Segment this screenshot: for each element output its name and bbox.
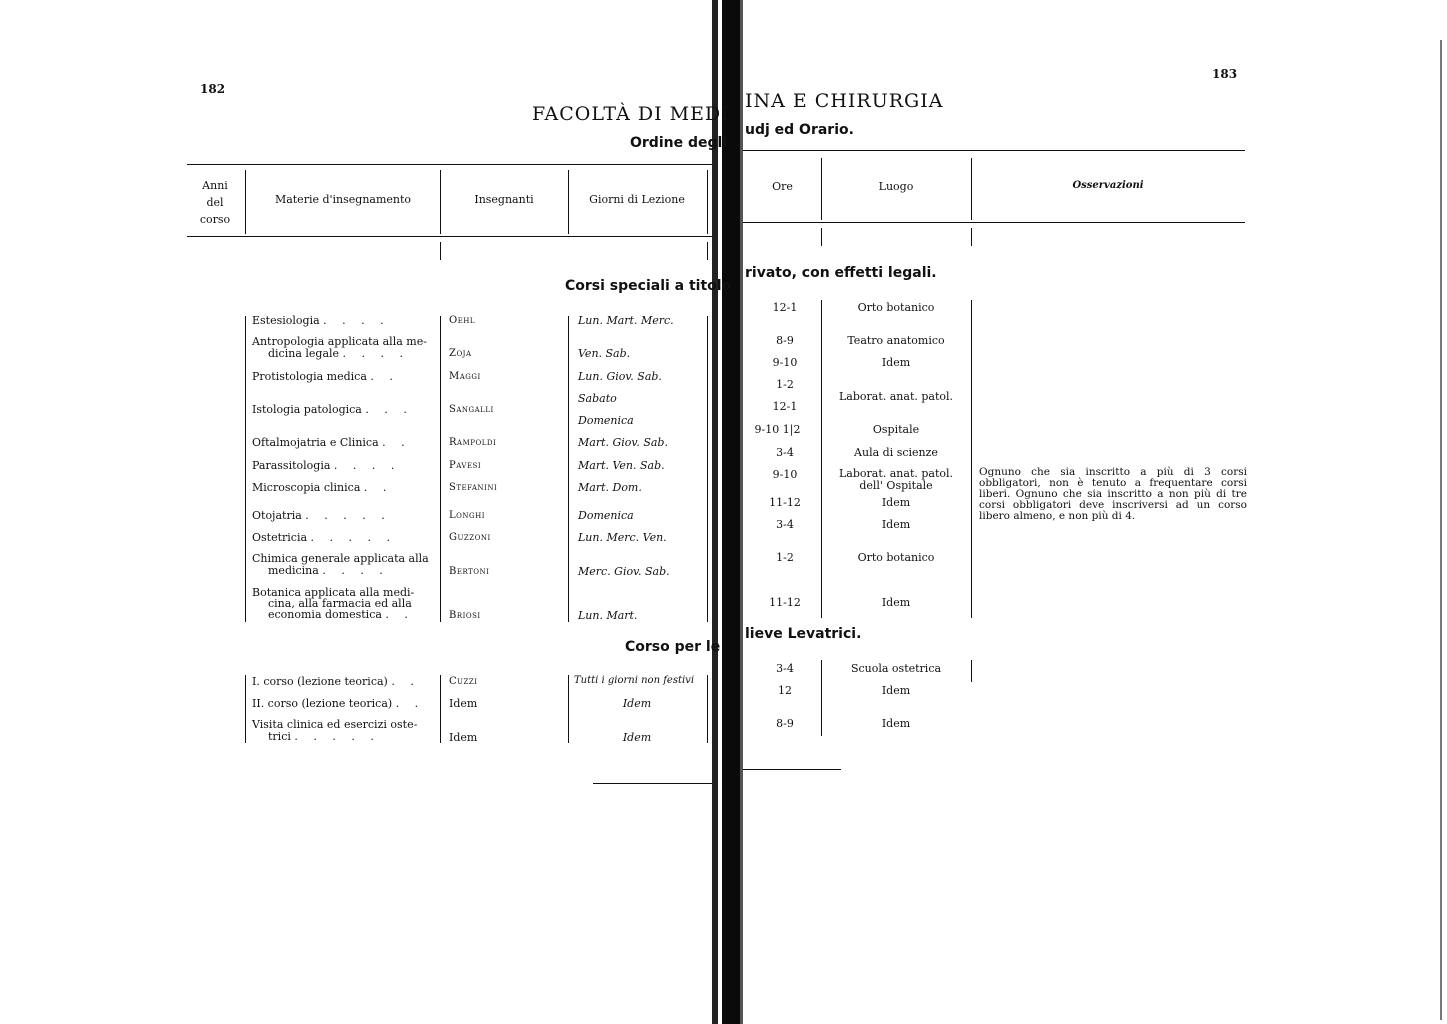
course-insegnante: Zoja [449,348,472,359]
midwife-luogo: Idem [881,717,911,730]
midwife-ore: 12 [778,684,792,697]
course-materia-line: economia domestica [268,608,382,621]
course-luogo [822,468,970,492]
column-tick [440,242,441,260]
midwife-ore: 3-4 [776,662,794,675]
course-ore: 12-1 [772,301,798,314]
header-divider [707,170,708,234]
column-line [568,316,569,622]
column-line [971,660,972,682]
section-heading-right: rivato, con effetti legali. [745,265,937,281]
course-materia: Istologia patologica . . . [252,403,413,416]
column-line [821,300,822,618]
table-end-rule-right [743,769,841,770]
course-materia-line: dicina legale [268,347,340,360]
course-luogo: Orto botanico [857,301,935,314]
column-line [440,675,441,743]
header-luogo: Luogo [878,180,914,193]
header-anni-line: corso [199,213,231,226]
course-materia: Botanica applicata alla medi- cina, alla farmacia ed alla economia domestica . . [252,586,415,621]
page-title-left: FACOLTÀ DI MEDI [532,103,730,125]
midwife-materia-line: Visita clinica ed esercizi oste- [252,718,418,731]
course-insegnante: Maggi [449,371,481,382]
midwife-materia-text: I. corso (lezione teorica) [252,675,388,688]
header-bottom-rule-left [187,236,712,237]
binding-fold-edge [740,0,743,1024]
course-ore: 1-2 [776,378,794,391]
section-heading-right: lieve Levatrici. [745,626,862,642]
course-materia-text: Microscopia clinica [252,481,361,494]
header-anni-line: Anni [202,179,228,192]
course-giorni: Lun. Mart. [578,609,638,622]
midwife-luogo: Scuola ostetrica [850,662,942,675]
course-luogo: Idem [881,356,911,369]
page-number-left: 182 [200,82,226,96]
course-giorni: Ven. Sab. [578,347,631,360]
course-materia-text: Otojatria [252,509,302,522]
course-insegnante: Stefanini [449,482,498,493]
course-materia: Estesiologia . . . . [252,314,390,327]
midwife-insegnante: Cuzzi [449,676,478,687]
course-ore: 9-10 [772,356,798,369]
course-materia-text: Istologia patologica [252,403,362,416]
page-number-right: 183 [1212,67,1238,81]
course-ore: 11-12 [769,596,801,609]
header-insegnanti: Insegnanti [474,193,534,206]
header-materie: Materie d'insegnamento [274,193,412,206]
course-giorni: Lun. Merc. Ven. [578,531,667,544]
midwife-luogo: Idem [881,684,911,697]
course-giorni: Lun. Mart. Merc. [578,314,674,327]
course-materia-text: Protistologia medica [252,370,367,383]
course-materia-line: medicina [268,564,319,577]
course-materia: Microscopia clinica . . [252,481,393,494]
course-ore: 8-9 [776,334,794,347]
column-line [245,675,246,743]
header-bottom-rule-right [743,222,1245,223]
course-ore: 9-10 [772,468,798,481]
midwife-insegnante: Idem [449,731,478,744]
course-insegnante: Rampoldi [449,437,497,448]
course-luogo: Ospitale [872,423,920,436]
course-ore: 11-12 [769,496,801,509]
course-luogo: Idem [881,496,911,509]
header-divider [245,170,246,234]
column-tick [971,228,972,246]
course-giorni: Domenica [578,509,634,522]
column-line [707,675,708,743]
section-heading-left: Corsi speciali a titolo [565,278,732,294]
course-insegnante: Sangalli [449,404,494,415]
header-giorni: Giorni di Lezione [589,193,685,206]
binding-fold [712,0,718,1024]
midwife-materia: I. corso (lezione teorica) . . [252,675,420,688]
header-ore: Ore [772,180,793,193]
course-materia: Otojatria . . . . . [252,509,391,522]
midwife-materia: Visita clinica ed esercizi oste- trici . . . . . [252,718,418,743]
course-materia-line: Antropologia applicata alla me- [252,335,427,348]
course-ore: 3-4 [776,518,794,531]
header-anni-line: del [206,196,224,209]
midwife-materia-text: II. corso (lezione teorica) [252,697,393,710]
course-materia-text: Oftalmojatria e Clinica [252,436,379,449]
course-materia-line: Chimica generale applicata alla [252,552,429,565]
header-top-rule-left [187,164,712,165]
midwife-giorni: Idem [622,697,652,710]
course-giorni: Sabato [578,392,617,405]
course-ore: 12-1 [772,400,798,413]
course-ore: 1-2 [776,551,794,564]
midwife-giorni: Tutti i giorni non festivi [574,675,695,686]
column-line [245,316,246,622]
course-giorni: Mart. Dom. [578,481,642,494]
course-ore: 9-10 1|2 [754,423,801,436]
column-line [971,300,972,618]
page-title-right: INA E CHIRURGIA [745,90,944,112]
course-giorni: Mart. Ven. Sab. [578,459,665,472]
course-giorni: Merc. Giov. Sab. [578,565,670,578]
course-insegnante: Oehl [449,315,476,326]
midwife-materia-line: trici [268,730,291,743]
course-luogo: Orto botanico [857,551,935,564]
course-insegnante: Briosi [449,610,481,621]
course-insegnante: Guzzoni [449,532,491,543]
course-materia-line: Botanica applicata alla medi- [252,586,415,599]
course-giorni: Domenica [578,414,634,427]
course-luogo: Idem [881,518,911,531]
table-end-rule-left [593,783,712,784]
header-osservazioni: Osservazioni [1072,180,1144,191]
course-ore: 3-4 [776,446,794,459]
right-page-edge [1440,40,1442,1020]
column-line [707,316,708,622]
header-top-rule-right [743,150,1245,151]
course-luogo: Teatro anatomico [847,334,945,347]
course-materia: Ostetricia . . . . . [252,531,397,544]
midwife-ore: 8-9 [776,717,794,730]
course-materia: Parassitologia . . . . [252,459,401,472]
course-giorni: Mart. Giov. Sab. [578,436,668,449]
course-materia: Antropologia applicata alla me- dicina legale . . . . [252,335,427,360]
observation-note: Ognuno che sia inscritto a più di 3 corsi obbligatori, non è tenuto a frequentare corsi liberi. Ognuno che sia inscritto a non più di tre corsi obbligatori deve inscriversi ad un corso libero almeno, e non più di 4. [979,466,1247,522]
column-line [440,316,441,622]
course-materia-line: cina, alla farmacia ed alla [268,597,412,610]
course-materia: Chimica generale applicata alla medicina . . . . [252,552,429,577]
course-insegnante: Longhi [449,510,485,521]
midwife-giorni: Idem [622,731,652,744]
course-materia: Protistologia medica . . [252,370,399,383]
course-luogo-line: Laborat. anat. patol. [838,467,954,480]
subtitle-right: udj ed Orario. [745,122,854,138]
course-luogo-line: dell' Ospitale [859,479,933,492]
midwife-materia: II. corso (lezione teorica) . . [252,697,425,710]
course-materia-text: Estesiologia [252,314,320,327]
column-tick [821,228,822,246]
course-materia: Oftalmojatria e Clinica . . [252,436,411,449]
course-materia-text: Parassitologia [252,459,331,472]
header-anni [193,177,237,228]
course-luogo: Idem [881,596,911,609]
section-heading-left: Corso per le [625,639,721,655]
course-materia-text: Ostetricia [252,531,308,544]
subtitle-left: Ordine degli [630,135,728,151]
midwife-insegnante: Idem [449,697,478,710]
course-insegnante: Pavesi [449,460,482,471]
course-luogo: Aula di scienze [854,446,938,459]
binding-fold-shadow [722,0,740,1024]
course-giorni: Lun. Giov. Sab. [578,370,662,383]
course-luogo: Laborat. anat. patol. [838,390,954,403]
course-insegnante: Bertoni [449,566,490,577]
column-tick [707,242,708,260]
